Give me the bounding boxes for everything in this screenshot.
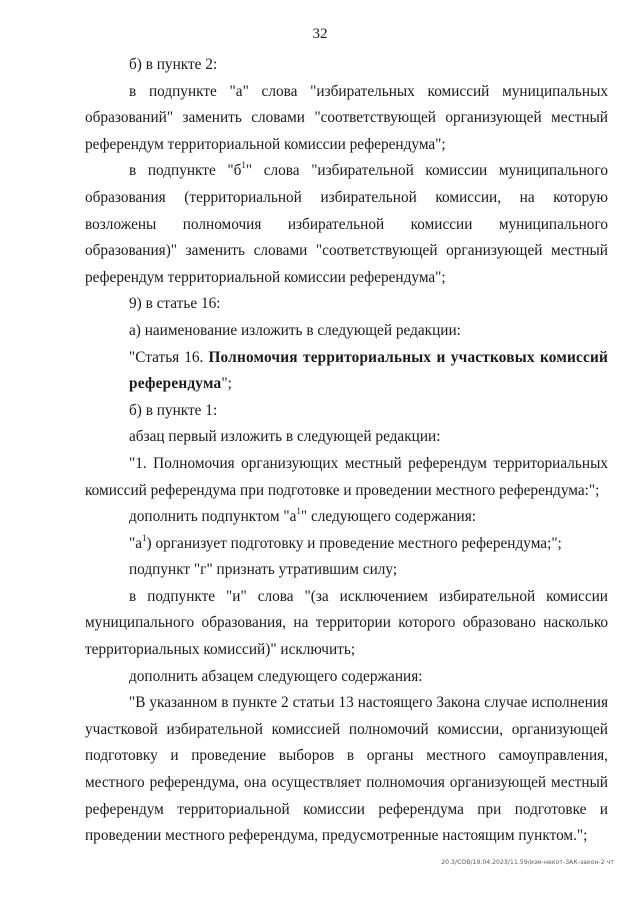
- text-run: " следующего содержания:: [300, 508, 476, 526]
- paragraph: [85, 291, 608, 318]
- paragraph: [85, 584, 608, 664]
- document-body: [85, 52, 608, 850]
- superscript: 1: [241, 160, 246, 171]
- text-run: 9) в статье 16:: [129, 295, 221, 313]
- text-run: в подпункте "а" слова "избирательных комиссий муниципальных образований" заменить словами "соответствующей организующей местный референдум территориальной комиссии референдума";: [85, 82, 608, 153]
- article-heading: [85, 345, 608, 398]
- text-run: ) организует подготовку и проведение местного референдума;";: [146, 534, 562, 552]
- superscript: 1: [142, 532, 147, 543]
- text-run: "Статья 16.: [129, 348, 209, 366]
- text-run: а) наименование изложить в следующей редакции:: [129, 321, 461, 339]
- text-run: "а: [129, 534, 143, 552]
- paragraph: [85, 451, 608, 504]
- bold-text: Полномочия территориальных и участковых комиссий референдума: [129, 348, 608, 393]
- text-run: "В указанном в пункте 2 статьи 13 настоящего Закона случае исполнения участковой избирательной комиссией полномочий комиссии, организующей подготовку и проведение выборов в органы местного самоуправления, местного референдума, она осуществляет полномочия организующей местный референдум территориальной комиссии референдума при подготовке и проведении местного референдума, предусмотренные настоящим пунктом.";: [85, 694, 608, 845]
- text-run: " слова "избирательной комиссии муниципального образования (территориальной избирательной комиссии, на которую возложены полномочия избирательной комиссии муниципального образования)" заменить словами "соответствующей организующей местный референдум территориальной комиссии референдума";: [85, 162, 608, 286]
- text-run: подпункт "г" признать утратившим силу;: [129, 561, 398, 579]
- paragraph: [85, 690, 608, 850]
- paragraph: [85, 318, 608, 345]
- superscript: 1: [296, 506, 301, 516]
- text-run: в подпункте "б: [129, 162, 242, 180]
- text-run: дополнить абзацем следующего содержания:: [129, 667, 423, 685]
- paragraph: [85, 664, 608, 691]
- text-run: ";: [221, 375, 232, 393]
- page-number: 32: [312, 26, 328, 42]
- paragraph: [85, 504, 608, 531]
- paragraph: [85, 52, 608, 79]
- paragraph: [85, 158, 608, 291]
- text-run: абзац первый изложить в следующей редакции:: [129, 428, 441, 446]
- text-run: б) в пункте 2:: [129, 56, 218, 73]
- paragraph: [85, 557, 608, 584]
- paragraph: [85, 79, 608, 159]
- paragraph: [85, 424, 608, 451]
- paragraph: [85, 531, 608, 558]
- paragraph: [85, 398, 608, 425]
- text-run: дополнить подпунктом "а: [129, 508, 297, 526]
- document-footer-code: 20.3/СОВ/19.04.2023/11.59/изм-некот-ЗАК-закон-2 чт: [441, 859, 614, 866]
- text-run: б) в пункте 1:: [129, 401, 218, 419]
- text-run: в подпункте "и" слова "(за исключением избирательной комиссии муниципального образования, на территории которого образовано насколько территориальных комиссий)" исключить;: [85, 587, 608, 659]
- text-run: "1. Полномочия организующих местный референдум территориальных комиссий референдума при подготовке и проведении местного референдума:";: [85, 454, 608, 499]
